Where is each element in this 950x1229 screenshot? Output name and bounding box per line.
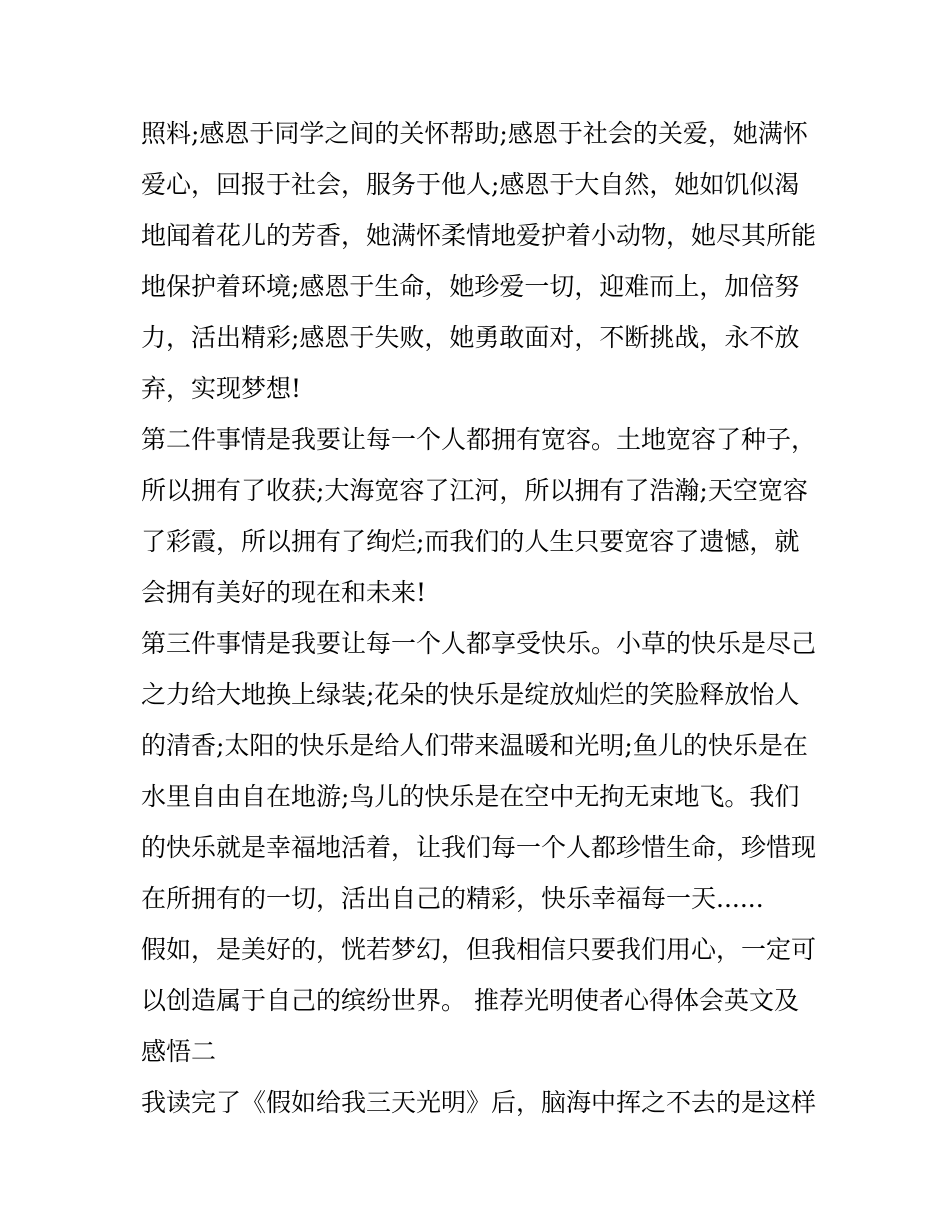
body-text — [141, 108, 821, 1128]
text-line: 感悟二 — [141, 1037, 217, 1066]
text-line: 会拥有美好的现在和未来! — [141, 578, 427, 607]
text-line: 地保护着环境;感恩于生命，她珍爱一切，迎难而上，加倍努 — [141, 272, 800, 301]
text-line: 假如，是美好的，恍若梦幻，但我相信只要我们用心，一定可 — [141, 935, 817, 964]
text-line: 爱心，回报于社会，服务于他人;感恩于大自然，她如饥似渴 — [141, 170, 800, 199]
text-line: 地闻着花儿的芳香，她满怀柔情地爱护着小动物，她尽其所能 — [141, 221, 817, 250]
text-line: 了彩霞，所以拥有了绚烂;而我们的人生只要宽容了遗憾，就 — [141, 527, 800, 556]
text-line: 所以拥有了收获;大海宽容了江河，所以拥有了浩瀚;天空宽容 — [141, 476, 808, 505]
text-line: 水里自由自在地游;鸟儿的快乐是在空中无拘无束地飞。我们 — [141, 782, 800, 811]
text-line: 力，活出精彩;感恩于失败，她勇敢面对，不断挑战，永不放 — [141, 323, 800, 352]
text-line: 在所拥有的一切，活出自己的精彩，快乐幸福每一天...... — [141, 884, 764, 913]
text-line: 照料;感恩于同学之间的关怀帮助;感恩于社会的关爱，她满怀 — [141, 119, 808, 148]
text-line: 弃，实现梦想! — [141, 374, 302, 403]
text-line: 我读完了《假如给我三天光明》后，脑海中挥之不去的是这样 — [141, 1088, 817, 1117]
text-line: 的快乐就是幸福地活着，让我们每一个人都珍惜生命，珍惜现 — [141, 833, 817, 862]
text-line: 第二件事情是我要让每一个人都拥有宽容。土地宽容了种子， — [141, 425, 817, 454]
text-line: 之力给大地换上绿装;花朵的快乐是绽放灿烂的笑脸释放怡人 — [141, 680, 800, 709]
text-line: 以创造属于自己的缤纷世界。 推荐光明使者心得体会英文及 — [141, 986, 799, 1015]
text-line: 的清香;太阳的快乐是给人们带来温暖和光明;鱼儿的快乐是在 — [141, 731, 808, 760]
text-line: 第三件事情是我要让每一个人都享受快乐。小草的快乐是尽己 — [141, 629, 817, 658]
